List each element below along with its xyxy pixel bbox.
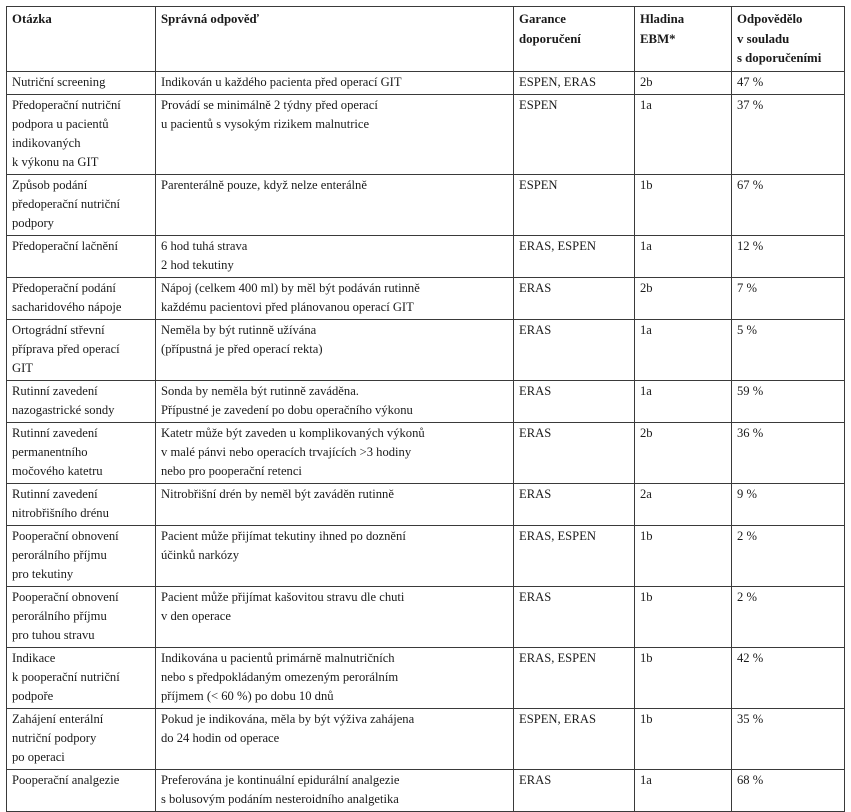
- cell-text-line: ESPEN: [519, 97, 558, 112]
- cell-text-line: do 24 hodin od operace: [161, 730, 280, 745]
- ebm-level-cell: [635, 174, 732, 235]
- question-cell: [7, 319, 156, 380]
- cell-text-line: 67 %: [737, 177, 764, 192]
- cell-text-line: 1a: [640, 97, 652, 112]
- cell-text-line: ERAS: [519, 425, 552, 440]
- cell-text-line: 35 %: [737, 711, 764, 726]
- question-cell: [7, 422, 156, 483]
- cell-text-line: k výkonu na GIT: [12, 154, 99, 169]
- compliance-cell: [732, 174, 845, 235]
- compliance-cell: [732, 422, 845, 483]
- table-row: [7, 483, 845, 525]
- header-text-line: EBM*: [640, 31, 676, 46]
- question-cell: [7, 235, 156, 277]
- answer-cell: [156, 586, 514, 647]
- cell-text-line: indikovaných: [12, 135, 81, 150]
- cell-text-line: Rutinní zavedení: [12, 425, 98, 440]
- answer-cell: [156, 174, 514, 235]
- ebm-level-cell: [635, 94, 732, 174]
- cell-text-line: 68 %: [737, 772, 764, 787]
- cell-text-line: 36 %: [737, 425, 764, 440]
- cell-text-line: ERAS: [519, 486, 552, 501]
- cell-text-line: ERAS: [519, 772, 552, 787]
- cell-text-line: Zahájení enterální: [12, 711, 104, 726]
- cell-text-line: Rutinní zavedení: [12, 383, 98, 398]
- header-text-line: Hladina: [640, 12, 685, 26]
- cell-text-line: Způsob podání: [12, 177, 88, 192]
- cell-text-line: podpoře: [12, 688, 54, 703]
- cell-text-line: ERAS, ESPEN: [519, 528, 596, 543]
- cell-text-line: nutriční podpory: [12, 730, 97, 745]
- table-header: [7, 7, 845, 72]
- cell-text-line: ERAS: [519, 383, 552, 398]
- ebm-level-cell: [635, 708, 732, 769]
- cell-text-line: Rutinní zavedení: [12, 486, 98, 501]
- table-row: [7, 647, 845, 708]
- cell-text-line: 1a: [640, 383, 652, 398]
- cell-text-line: (přípustná je před operací rekta): [161, 341, 323, 356]
- cell-text-line: 1a: [640, 238, 652, 253]
- cell-text-line: 9 %: [737, 486, 757, 501]
- cell-text-line: 1a: [640, 322, 652, 337]
- cell-text-line: Preferována je kontinuální epidurální analgezie: [161, 772, 400, 787]
- cell-text-line: Indikována u pacientů primárně malnutričních: [161, 650, 395, 665]
- cell-text-line: nebo s předpokládaným omezeným perorálním: [161, 669, 399, 684]
- cell-text-line: 42 %: [737, 650, 764, 665]
- cell-text-line: 2 hod tekutiny: [161, 257, 234, 272]
- question-cell: [7, 174, 156, 235]
- header-ebm: [635, 7, 732, 72]
- header-row: [7, 7, 845, 72]
- cell-text-line: 1a: [640, 772, 652, 787]
- header-text-line: v souladu: [737, 31, 790, 46]
- header-text-line: doporučení: [519, 31, 581, 46]
- cell-text-line: 1b: [640, 177, 653, 192]
- cell-text-line: Indikován u každého pacienta před operací GIT: [161, 74, 402, 89]
- cell-text-line: nazogastrické sondy: [12, 402, 115, 417]
- ebm-level-cell: [635, 586, 732, 647]
- question-cell: [7, 483, 156, 525]
- cell-text-line: močového katetru: [12, 463, 103, 478]
- cell-text-line: příprava před operací: [12, 341, 120, 356]
- cell-text-line: 1b: [640, 711, 653, 726]
- cell-text-line: ERAS, ESPEN: [519, 650, 596, 665]
- answer-cell: [156, 483, 514, 525]
- cell-text-line: ESPEN, ERAS: [519, 711, 596, 726]
- cell-text-line: 5 %: [737, 322, 757, 337]
- cell-text-line: 1b: [640, 650, 653, 665]
- question-cell: [7, 71, 156, 94]
- question-cell: [7, 277, 156, 319]
- cell-text-line: Pooperační obnovení: [12, 528, 119, 543]
- cell-text-line: ERAS, ESPEN: [519, 238, 596, 253]
- table-row: [7, 380, 845, 422]
- cell-text-line: účinků narkózy: [161, 547, 239, 562]
- guarantee-cell: [514, 380, 635, 422]
- cell-text-line: Sonda by neměla být rutinně zaváděna.: [161, 383, 359, 398]
- answer-cell: [156, 525, 514, 586]
- table-row: [7, 277, 845, 319]
- table-row: [7, 769, 845, 811]
- guarantee-cell: [514, 483, 635, 525]
- cell-text-line: perorálního příjmu: [12, 547, 107, 562]
- table-row: [7, 525, 845, 586]
- guarantee-cell: [514, 94, 635, 174]
- guarantee-cell: [514, 71, 635, 94]
- answer-cell: [156, 235, 514, 277]
- compliance-cell: [732, 647, 845, 708]
- guarantee-cell: [514, 708, 635, 769]
- cell-text-line: Katetr může být zaveden u komplikovaných výkonů: [161, 425, 425, 440]
- recommendations-table: [6, 6, 845, 812]
- question-cell: [7, 94, 156, 174]
- question-cell: [7, 380, 156, 422]
- cell-text-line: 2b: [640, 425, 653, 440]
- header-guarantee: [514, 7, 635, 72]
- cell-text-line: 37 %: [737, 97, 764, 112]
- question-cell: [7, 708, 156, 769]
- cell-text-line: 2 %: [737, 528, 757, 543]
- ebm-level-cell: [635, 525, 732, 586]
- cell-text-line: Nápoj (celkem 400 ml) by měl být podáván rutinně: [161, 280, 420, 295]
- table-row: [7, 319, 845, 380]
- document-page: [6, 6, 845, 812]
- guarantee-cell: [514, 174, 635, 235]
- answer-cell: [156, 769, 514, 811]
- cell-text-line: Provádí se minimálně 2 týdny před operací: [161, 97, 378, 112]
- compliance-cell: [732, 71, 845, 94]
- ebm-level-cell: [635, 380, 732, 422]
- table-row: [7, 71, 845, 94]
- cell-text-line: ERAS: [519, 322, 552, 337]
- compliance-cell: [732, 277, 845, 319]
- cell-text-line: v den operace: [161, 608, 231, 623]
- ebm-level-cell: [635, 235, 732, 277]
- cell-text-line: ERAS: [519, 280, 552, 295]
- ebm-level-cell: [635, 422, 732, 483]
- guarantee-cell: [514, 647, 635, 708]
- header-text-line: Otázka: [12, 12, 52, 26]
- cell-text-line: Nutriční screening: [12, 74, 106, 89]
- cell-text-line: Předoperační lačnění: [12, 238, 118, 253]
- cell-text-line: GIT: [12, 360, 33, 375]
- table-row: [7, 422, 845, 483]
- compliance-cell: [732, 235, 845, 277]
- table-row: [7, 174, 845, 235]
- cell-text-line: Pacient může přijímat kašovitou stravu dle chuti: [161, 589, 405, 604]
- answer-cell: [156, 422, 514, 483]
- compliance-cell: [732, 94, 845, 174]
- cell-text-line: 12 %: [737, 238, 764, 253]
- cell-text-line: příjmem (< 60 %) po dobu 10 dnů: [161, 688, 334, 703]
- compliance-cell: [732, 380, 845, 422]
- cell-text-line: Pooperační obnovení: [12, 589, 119, 604]
- cell-text-line: Neměla by být rutinně užívána: [161, 322, 317, 337]
- answer-cell: [156, 708, 514, 769]
- guarantee-cell: [514, 525, 635, 586]
- ebm-level-cell: [635, 71, 732, 94]
- header-text-line: Garance: [519, 12, 566, 26]
- cell-text-line: Přípustné je zavedení po dobu operačního výkonu: [161, 402, 413, 417]
- table-row: [7, 708, 845, 769]
- cell-text-line: nitrobřišního drénu: [12, 505, 109, 520]
- cell-text-line: Indikace: [12, 650, 56, 665]
- compliance-cell: [732, 319, 845, 380]
- guarantee-cell: [514, 277, 635, 319]
- ebm-level-cell: [635, 319, 732, 380]
- compliance-cell: [732, 708, 845, 769]
- cell-text-line: nebo pro pooperační retenci: [161, 463, 302, 478]
- cell-text-line: Předoperační nutriční: [12, 97, 121, 112]
- cell-text-line: ESPEN: [519, 177, 558, 192]
- question-cell: [7, 769, 156, 811]
- cell-text-line: 1b: [640, 528, 653, 543]
- question-cell: [7, 525, 156, 586]
- ebm-level-cell: [635, 277, 732, 319]
- compliance-cell: [732, 525, 845, 586]
- guarantee-cell: [514, 769, 635, 811]
- cell-text-line: 1b: [640, 589, 653, 604]
- cell-text-line: perorálního příjmu: [12, 608, 107, 623]
- ebm-level-cell: [635, 769, 732, 811]
- table-row: [7, 586, 845, 647]
- guarantee-cell: [514, 586, 635, 647]
- compliance-cell: [732, 483, 845, 525]
- guarantee-cell: [514, 422, 635, 483]
- cell-text-line: podpory: [12, 215, 54, 230]
- compliance-cell: [732, 769, 845, 811]
- cell-text-line: 2a: [640, 486, 652, 501]
- cell-text-line: 2b: [640, 74, 653, 89]
- answer-cell: [156, 647, 514, 708]
- cell-text-line: podpora u pacientů: [12, 116, 109, 131]
- header-compliance: [732, 7, 845, 72]
- cell-text-line: ESPEN, ERAS: [519, 74, 596, 89]
- cell-text-line: Ortográdní střevní: [12, 322, 105, 337]
- cell-text-line: po operaci: [12, 749, 65, 764]
- header-question: [7, 7, 156, 72]
- cell-text-line: k pooperační nutriční: [12, 669, 120, 684]
- cell-text-line: 7 %: [737, 280, 757, 295]
- cell-text-line: 2 %: [737, 589, 757, 604]
- cell-text-line: Pokud je indikována, měla by být výživa zahájena: [161, 711, 415, 726]
- cell-text-line: 47 %: [737, 74, 764, 89]
- cell-text-line: sacharidového nápoje: [12, 299, 122, 314]
- cell-text-line: Pooperační analgezie: [12, 772, 120, 787]
- cell-text-line: Parenterálně pouze, když nelze enterálně: [161, 177, 367, 192]
- cell-text-line: s bolusovým podáním nesteroidního analgetika: [161, 791, 399, 806]
- guarantee-cell: [514, 235, 635, 277]
- ebm-level-cell: [635, 483, 732, 525]
- guarantee-cell: [514, 319, 635, 380]
- cell-text-line: 6 hod tuhá strava: [161, 238, 248, 253]
- ebm-level-cell: [635, 647, 732, 708]
- header-text-line: Odpovědělo: [737, 12, 803, 26]
- header-answer: [156, 7, 514, 72]
- cell-text-line: ERAS: [519, 589, 552, 604]
- question-cell: [7, 647, 156, 708]
- cell-text-line: 2b: [640, 280, 653, 295]
- cell-text-line: pro tekutiny: [12, 566, 74, 581]
- answer-cell: [156, 277, 514, 319]
- answer-cell: [156, 380, 514, 422]
- cell-text-line: pro tuhou stravu: [12, 627, 95, 642]
- header-text-line: Správná odpověď: [161, 12, 259, 26]
- cell-text-line: Předoperační podání: [12, 280, 116, 295]
- cell-text-line: 59 %: [737, 383, 764, 398]
- table-row: [7, 235, 845, 277]
- table-row: [7, 94, 845, 174]
- cell-text-line: v malé pánvi nebo operacích trvajících >3 hodiny: [161, 444, 412, 459]
- answer-cell: [156, 319, 514, 380]
- answer-cell: [156, 94, 514, 174]
- cell-text-line: předoperační nutriční: [12, 196, 121, 211]
- table-body: [7, 71, 845, 811]
- compliance-cell: [732, 586, 845, 647]
- cell-text-line: permanentního: [12, 444, 88, 459]
- cell-text-line: každému pacientovi před plánovanou operací GIT: [161, 299, 414, 314]
- header-text-line: s doporučeními: [737, 51, 822, 65]
- cell-text-line: Nitrobřišní drén by neměl být zaváděn rutinně: [161, 486, 394, 501]
- cell-text-line: u pacientů s vysokým rizikem malnutrice: [161, 116, 370, 131]
- question-cell: [7, 586, 156, 647]
- cell-text-line: Pacient může přijímat tekutiny ihned po doznění: [161, 528, 406, 543]
- answer-cell: [156, 71, 514, 94]
